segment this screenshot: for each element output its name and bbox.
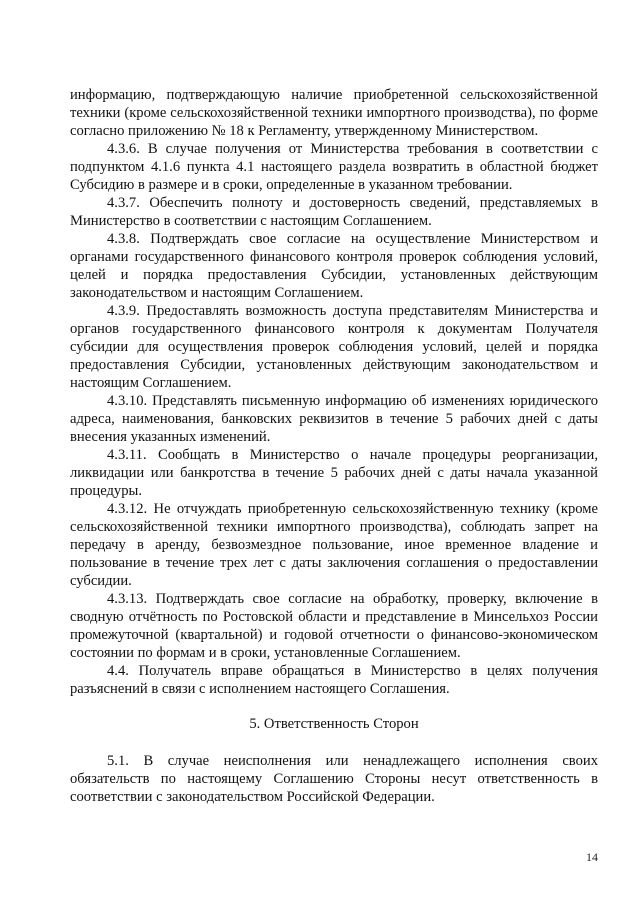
paragraph-4-3-11: 4.3.11. Сообщать в Министерство о начале процедуры реорганизации, ликвидации или банкротства в течение 5 рабочих дней с даты начала указанной процедуры. — [70, 447, 598, 499]
document-page — [70, 86, 598, 806]
section-heading: 5. Ответственность Сторон — [249, 716, 419, 732]
paragraph-4-3-6: 4.3.6. В случае получения от Министерства требования в соответствии с подпунктом 4.1.6 пункта 4.1 настоящего раздела возвратить в областной бюджет Субсидию в размере и в сроки, определенные в указанном требовании. — [70, 141, 598, 193]
paragraph-4-3-7: 4.3.7. Обеспечить полноту и достоверность сведений, представляемых в Министерство в соответствии с настоящим Соглашением. — [70, 195, 598, 229]
paragraph-continuation: информацию, подтверждающую наличие приобретенной сельскохозяйственной техники (кроме сельскохозяйственной техники импортного производства), по форме согласно приложению № 18 к Регламенту, утвержденному Министерством. — [70, 87, 598, 139]
paragraph-5-1: 5.1. В случае неисполнения или ненадлежащего исполнения своих обязательств по настоящему Соглашению Стороны несут ответственность в соответствии с законодательством Российской Федерации. — [70, 753, 598, 805]
paragraph-4-3-8: 4.3.8. Подтверждать свое согласие на осуществление Министерством и органами государственного финансового контроля проверок соблюдения условий, целей и порядка предоставления Субсидии, установленных действующим законодательством и настоящим Соглашением. — [70, 231, 598, 301]
paragraph-4-4: 4.4. Получатель вправе обращаться в Министерство в целях получения разъяснений в связи с исполнением настоящего Соглашения. — [70, 663, 598, 697]
paragraph-4-3-9: 4.3.9. Предоставлять возможность доступа представителям Министерства и органов государственного финансового контроля к документам Получателя субсидии для осуществления проверок соблюдения условий, целей и порядка предоставления Субсидии, установленных действующим законодательством и настоящим Соглашением. — [70, 303, 598, 391]
page-number: 14 — [586, 850, 598, 864]
paragraph-4-3-10: 4.3.10. Представлять письменную информацию об изменениях юридического адреса, наименования, банковских реквизитов в течение 5 рабочих дней с даты внесения указанных изменений. — [70, 393, 598, 445]
paragraph-4-3-12: 4.3.12. Не отчуждать приобретенную сельскохозяйственную технику (кроме сельскохозяйственной техники импортного производства), соблюдать запрет на передачу в аренду, безвозмездное пользование, иное временное владение и пользование в течение трех лет с даты заключения соглашения о предоставлении субсидии. — [70, 501, 598, 589]
paragraph-4-3-13: 4.3.13. Подтверждать свое согласие на обработку, проверку, включение в сводную отчётность по Ростовской области и представление в Минсельхоз России промежуточной (квартальной) и годовой отчетности о финансово-экономическом состоянии по формам и в сроки, установленные Соглашением. — [70, 591, 598, 661]
